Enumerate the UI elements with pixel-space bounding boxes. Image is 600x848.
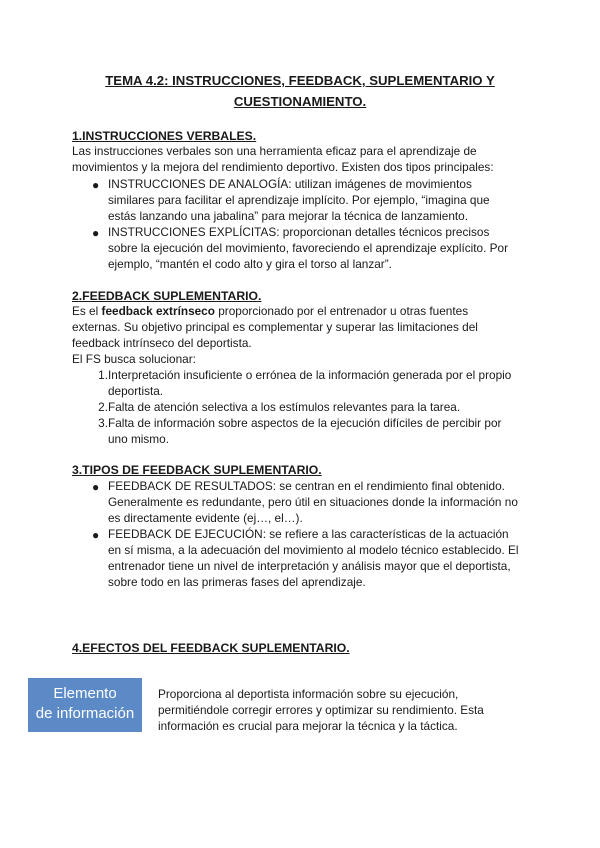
section-1-bullet-2: INSTRUCCIONES EXPLÍCITAS: proporcionan detalles técnicos precisos sobre la ejecución del movimiento, favoreciendo el aprendizaje explícito. Por ejemplo, “mantén el codo alto y gira el torso al lanzar”. xyxy=(108,225,509,271)
section-3-bullet-2: FEEDBACK DE EJECUCIÓN: se refiere a las características de la actuación en sí misma, a la adecuación del movimiento al modelo técnico establecido. El entrenador tiene un nivel de interpretación y análisis mayor que el deportista, sobre todo en las primeras fases del aprendizaje. xyxy=(108,527,519,589)
bullet-marker: ● xyxy=(92,178,100,192)
bullet-marker: ● xyxy=(92,528,100,542)
section-4-text: Proporciona al deportista información sobre su ejecución, permitiéndole corregir errores y optimizar su rendimiento. Esta información es crucial para mejorar la técnica y la táctica. xyxy=(158,687,484,733)
section-2-item-3: Falta de información sobre aspectos de la ejecución difíciles de percibir por uno mismo. xyxy=(108,416,502,446)
section-3-bullet-1: FEEDBACK DE RESULTADOS: se centran en el rendimiento final obtenido. Generalmente es redundante, pero útil en situaciones donde la información no es directamente evidente (ej…, el…). xyxy=(108,479,518,525)
section-1-heading: 1.INSTRUCCIONES VERBALES. xyxy=(72,129,257,143)
page-title: TEMA 4.2: INSTRUCCIONES, FEEDBACK, SUPLEMENTARIO Y CUESTIONAMIENTO. xyxy=(105,73,495,109)
section-2-intro-pre: Es el xyxy=(72,304,102,318)
section-2-intro-bold: feedback extrínseco xyxy=(101,304,215,318)
section-4-heading: 4.EFECTOS DEL FEEDBACK SUPLEMENTARIO. xyxy=(72,641,350,655)
section-3-heading: 3.TIPOS DE FEEDBACK SUPLEMENTARIO. xyxy=(72,463,322,477)
information-element-label xyxy=(28,678,142,732)
section-1-bullet-1: INSTRUCCIONES DE ANALOGÍA: utilizan imágenes de movimientos similares para facilitar el aprendizaje implícito. Por ejemplo, “imagina que estás lanzando una jabalina” para mejorar la técnica de lanzamiento. xyxy=(108,177,490,223)
section-2-heading: 2.FEEDBACK SUPLEMENTARIO. xyxy=(72,289,262,303)
section-2-intro-post: proporcionado por el entrenador u otras fuentes externas. Su objetivo principal es complementar y superar las limitaciones del feedback intrínseco del deportista. xyxy=(72,304,478,350)
bullet-marker: ● xyxy=(92,226,100,240)
section-1-intro: Las instrucciones verbales son una herramienta eficaz para el aprendizaje de movimientos y la mejora del rendimiento deportivo. Existen dos tipos principales: xyxy=(72,144,494,174)
section-2-item-1: Interpretación insuficiente o errónea de la información generada por el propio deportista. xyxy=(108,368,512,398)
section-2-intro xyxy=(72,303,496,351)
label-line-1: Elemento xyxy=(53,685,117,702)
bullet-marker: ● xyxy=(92,480,100,494)
list-number: 3. xyxy=(98,416,108,430)
section-2-lead: El FS busca solucionar: xyxy=(72,352,196,366)
list-number: 2. xyxy=(98,400,108,414)
list-number: 1. xyxy=(98,368,108,382)
section-2-item-2: Falta de atención selectiva a los estímulos relevantes para la tarea. xyxy=(108,400,461,414)
label-line-2: de información xyxy=(35,705,135,722)
